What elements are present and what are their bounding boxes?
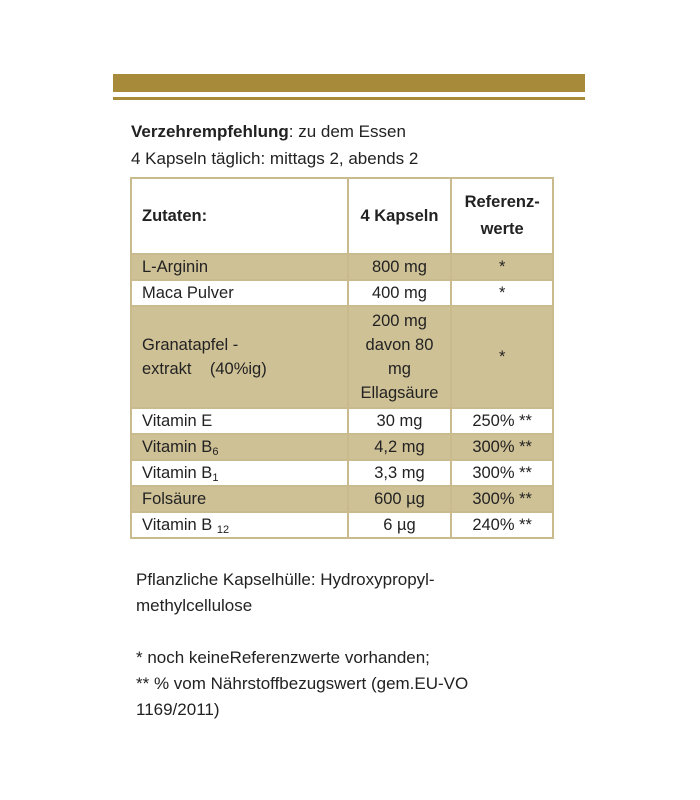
table-row: [131, 280, 553, 306]
header-reference-values: [451, 178, 553, 254]
ingredient-name: [131, 434, 348, 460]
dosage-recommendation: [131, 118, 591, 172]
header-4-capsules: 4 Kapseln: [348, 178, 452, 254]
ingredient-name: Maca Pulver: [131, 280, 348, 306]
ingredient-name: L-Arginin: [131, 254, 348, 280]
ingredient-subscript: 6: [212, 446, 219, 458]
header-ingredients: Zutaten:: [131, 178, 348, 254]
header-ref-line-1: Referenz-: [464, 193, 540, 211]
ingredient-name: Vitamin E: [131, 408, 348, 434]
ingredients-table: [130, 177, 554, 539]
header-gold-line: [113, 97, 585, 100]
amount-line-1: 200 mg: [371, 312, 427, 330]
ingredient-reference: 240% **: [451, 512, 553, 538]
ingredient-name: [131, 460, 348, 486]
amount-line-2: davon 80: [365, 336, 434, 354]
ingredient-name-text: Vitamin B: [142, 516, 217, 534]
ingredient-name-line-1: Granatapfel -: [142, 336, 239, 354]
dosage-line-1: [131, 118, 591, 145]
amount-line-3: mg: [388, 360, 411, 378]
capsule-shell-line-2: methylcellulose: [136, 596, 253, 615]
dosage-label: Verzehrempfehlung: [131, 122, 289, 141]
ingredient-reference: *: [451, 254, 553, 280]
capsule-shell-line-1: Pflanzliche Kapselhülle: Hydroxypropyl-: [136, 570, 435, 589]
ingredient-name-text: Vitamin B: [142, 438, 213, 456]
ingredient-reference: 300% **: [451, 434, 553, 460]
ingredient-amount: 6 µg: [348, 512, 452, 538]
ingredient-reference: 300% **: [451, 486, 553, 512]
table-row: [131, 512, 553, 538]
ingredient-reference: 250% **: [451, 408, 553, 434]
ingredient-amount: [348, 306, 452, 408]
ingredient-amount: 400 mg: [348, 280, 452, 306]
footnote-double-asterisk-line-1: ** % vom Nährstoffbezugswert (gem.EU-VO: [136, 674, 469, 693]
table-header-row: [131, 178, 553, 254]
ingredient-name: [131, 306, 348, 408]
amount-line-4: Ellagsäure: [360, 384, 439, 402]
table-row: [131, 460, 553, 486]
ingredient-reference: 300% **: [451, 460, 553, 486]
header-ref-line-2: werte: [480, 220, 524, 238]
ingredient-name-text: Vitamin B: [142, 464, 213, 482]
ingredient-amount: 600 µg: [348, 486, 452, 512]
ingredient-amount: 4,2 mg: [348, 434, 452, 460]
dosage-line-2: 4 Kapseln täglich: mittags 2, abends 2: [131, 149, 419, 168]
ingredient-name: [131, 512, 348, 538]
header-gold-band: [113, 74, 585, 92]
ingredient-subscript: 12: [216, 524, 230, 536]
table-row: [131, 306, 553, 408]
ingredient-reference: *: [451, 280, 553, 306]
dosage-label-suffix: : zu dem Essen: [288, 122, 406, 141]
ingredient-subscript: 1: [212, 472, 219, 484]
ingredient-amount: 30 mg: [348, 408, 452, 434]
footnote-single-asterisk: * noch keineReferenzwerte vorhanden;: [136, 648, 430, 667]
table-row: [131, 434, 553, 460]
footer-spacer: [136, 619, 556, 645]
footnote-double-asterisk-line-2: 1169/2011): [136, 700, 220, 719]
ingredient-amount: 800 mg: [348, 254, 452, 280]
ingredient-name-line-2: extrakt (40%ig): [142, 360, 267, 378]
table-row: [131, 408, 553, 434]
ingredient-amount: 3,3 mg: [348, 460, 452, 486]
table-row: [131, 254, 553, 280]
ingredient-name: Folsäure: [131, 486, 348, 512]
ingredient-reference: *: [451, 306, 553, 408]
footer-notes: [136, 567, 556, 723]
table-row: [131, 486, 553, 512]
